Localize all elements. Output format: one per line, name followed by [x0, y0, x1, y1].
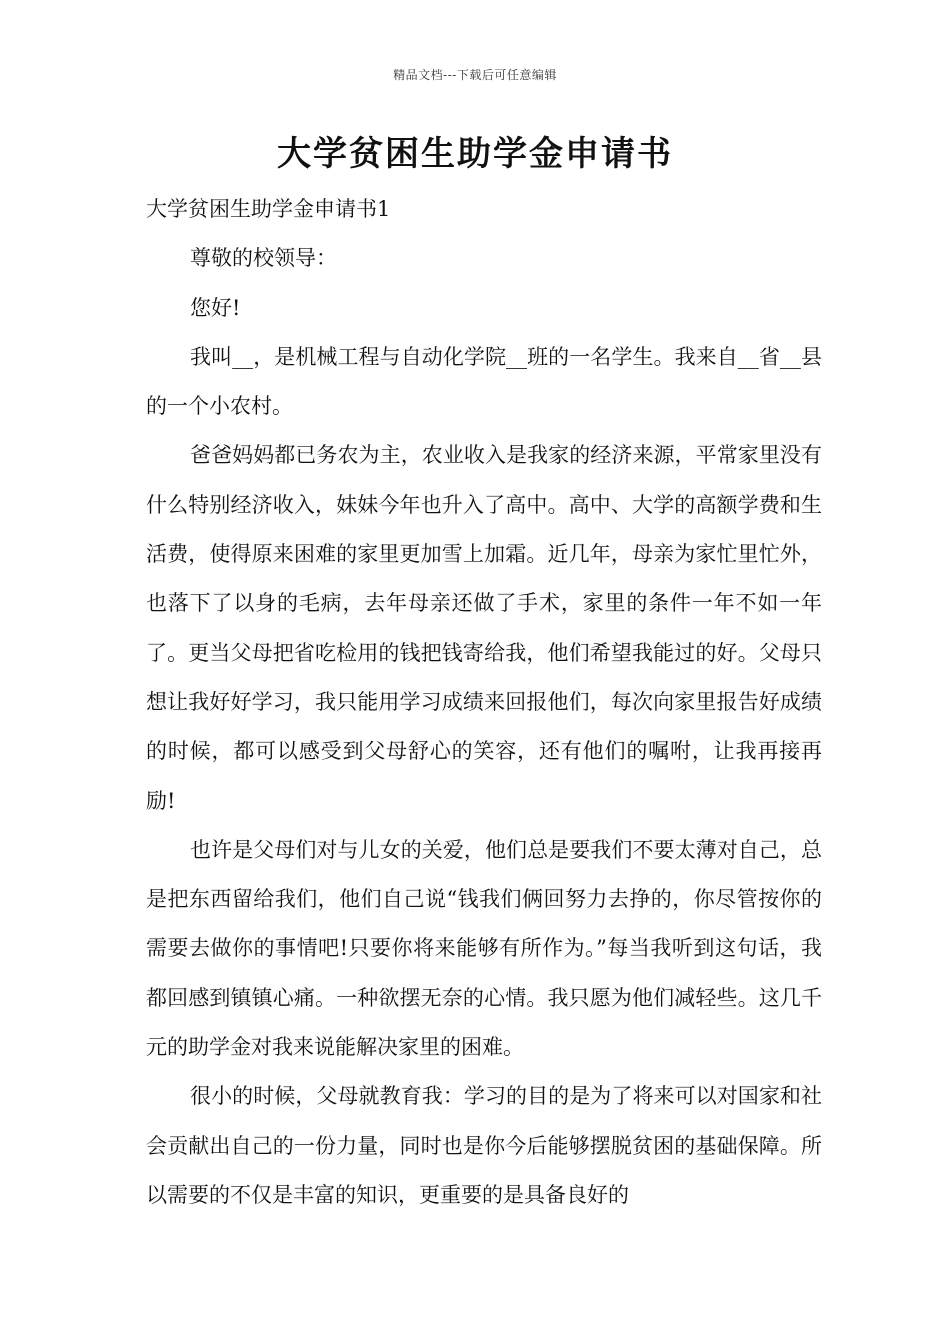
header-note: 精品文档---下载后可任意编辑 — [393, 68, 557, 82]
paragraph-family: 爸爸妈妈都已务农为主，农业收入是我家的经济来源，平常家里没有什么特别经济收入，妹妹今年也升入了高中。高中、大学的高额学费和生活费，使得原来困难的家里更加雪上加霜。近几年，母亲为家忙里忙外，也落下了以身的毛病，去年母亲还做了手术，家里的条件一年不如一年了。更当父母把省吃检用的钱把钱寄给我，他们希望我能过的好。父母只想让我好好学习，我只能用学习成绩来回报他们，每次向家里报告好成绩的时候，都可以感受到父母舒心的笑容，还有他们的嘱咐，让我再接再励! — [146, 443, 822, 813]
document-title: 大学贫困生助学金申请书 — [277, 134, 673, 174]
greeting: 您好! — [190, 295, 241, 320]
paragraph-intro: 我叫__，是机械工程与自动化学院__班的一名学生。我来自__省__县的一个小农村。 — [146, 344, 822, 419]
paragraph-parents: 也许是父母们对与儿女的关爱，他们总是要我们不要太薄对自己，总是把东西留给我们，他们自己说“钱我们俩回努力去挣的，你尽管按你的需要去做你的事情吧!只要你将来能够有所作为。”每当我听到这句话，我都回感到镇镇心痛。一种欲摆无奈的心情。我只愿为他们减轻些。这几千元的助学金对我来说能解决家里的困难。 — [146, 837, 822, 1060]
salutation: 尊敬的校领导： — [190, 246, 337, 271]
document-body — [146, 185, 822, 1220]
paragraph-education: 很小的时候，父母就教育我：学习的目的是为了将来可以对国家和社会贡献出自己的一份力量，同时也是你今后能够摆脱贫困的基础保障。所以需要的不仅是丰富的知识，更重要的是具备良好的 — [146, 1084, 822, 1207]
section-subtitle: 大学贫困生助学金申请书1 — [146, 197, 391, 221]
